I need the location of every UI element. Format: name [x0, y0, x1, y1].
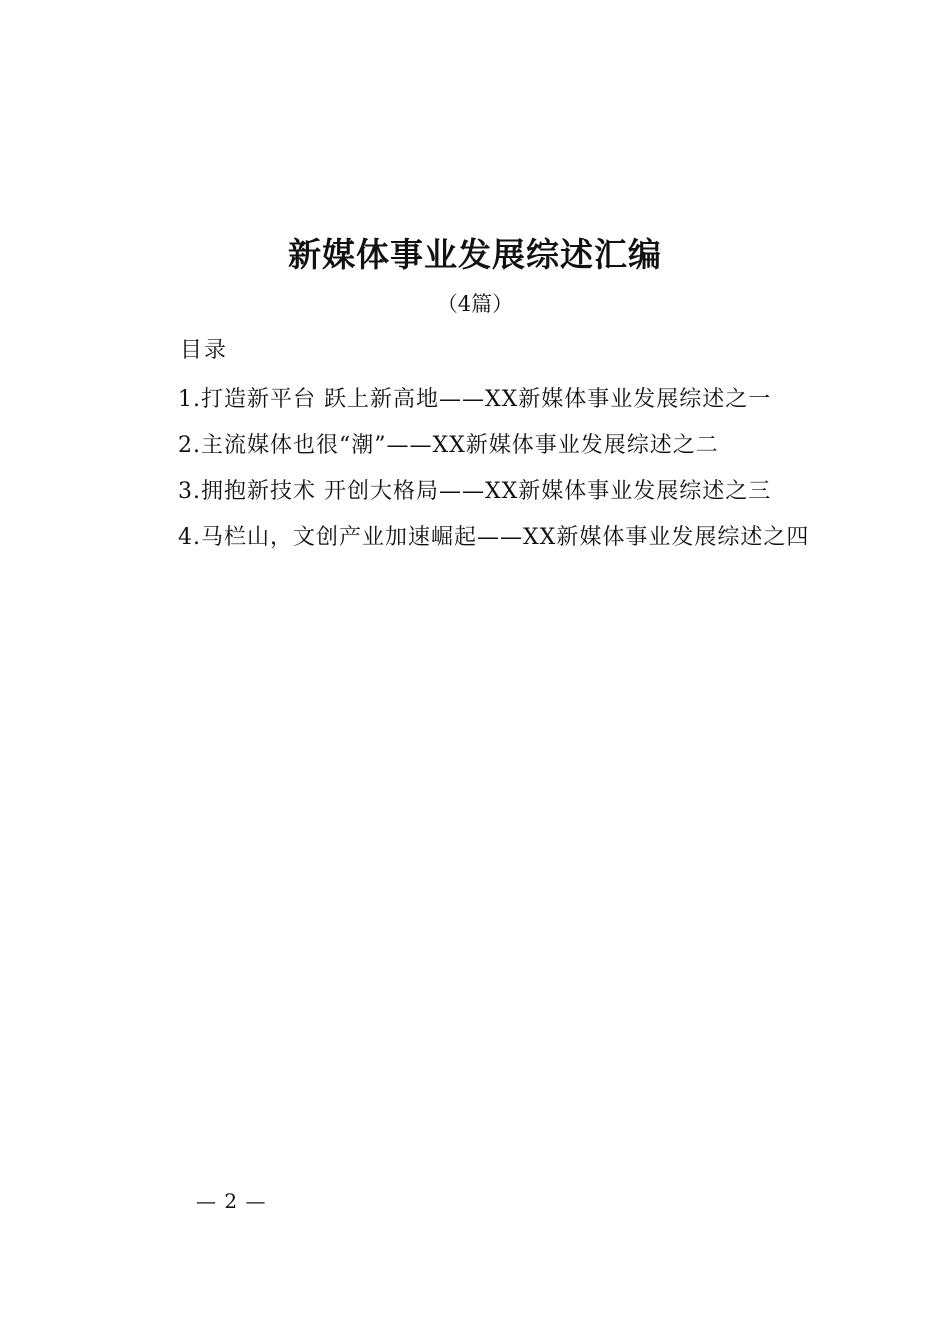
table-of-contents — [128, 333, 834, 561]
toc-list — [128, 377, 834, 561]
toc-heading: 目录 — [180, 338, 229, 363]
toc-item-2: 2.主流媒体也很“潮”——XX新媒体事业发展综述之二 — [178, 433, 719, 458]
toc-item-3: 3.拥抱新技术 开创大格局——XX新媒体事业发展综述之三 — [178, 479, 772, 504]
document-subtitle: （4篇） — [436, 292, 514, 316]
document-title: 新媒体事业发展综述汇编 — [288, 235, 662, 274]
toc-item-4: 4.马栏山，文创产业加速崛起——XX新媒体事业发展综述之四 — [178, 525, 810, 550]
toc-item-1: 1.打造新平台 跃上新高地——XX新媒体事业发展综述之一 — [178, 387, 772, 412]
page-number: — 2 — — [196, 1189, 267, 1213]
